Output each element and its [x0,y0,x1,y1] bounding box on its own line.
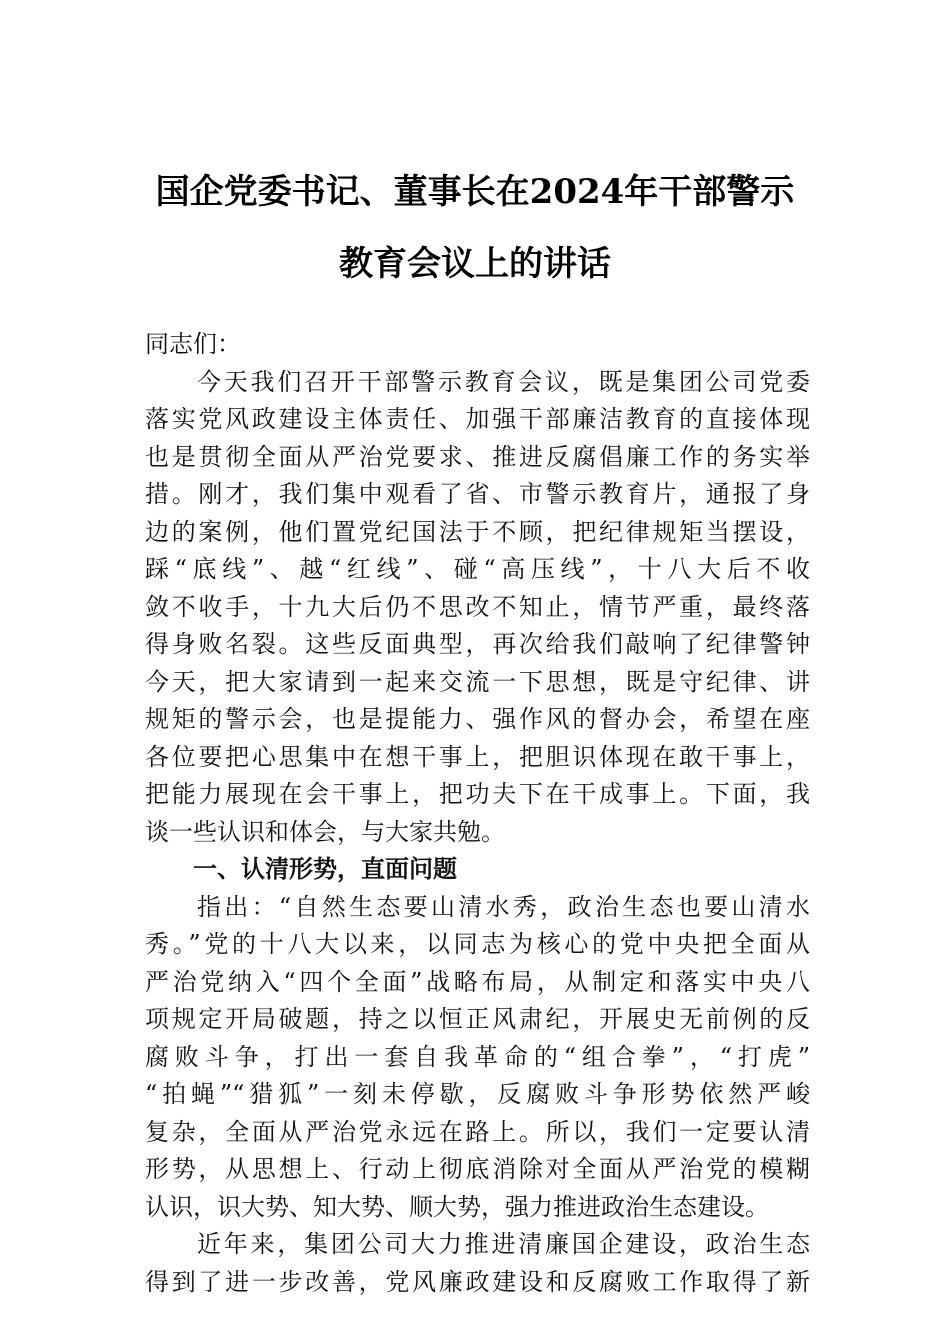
document-body [145,326,810,1301]
paragraph-2-line: 腐败斗争，打出一套自我革命的“组合拳”，“打虎” [145,1042,810,1071]
paragraph-2-line: 项规定开局破题，持之以恒正风肃纪，开展史无前例的反 [145,1005,810,1033]
document-title-line-1: 国企党委书记、董事长在2024年干部警示 [155,172,795,212]
paragraph-2-line: 复杂，全面从严治党永远在路上。所以，我们一定要认清 [145,1117,810,1146]
paragraph-2-line: 指出：“自然生态要山清水秀，政治生态也要山清水 [197,892,810,921]
paragraph-1-line: 规矩的警示会，也是提能力、强作风的督办会，希望在座 [145,705,810,733]
paragraph-2-line: 严治党纳入“四个全面”战略布局，从制定和落实中央八 [145,967,810,996]
paragraph-1-line: 措。刚才，我们集中观看了省、市警示教育片，通报了身 [145,480,810,508]
paragraph-1-line: 边的案例，他们置党纪国法于不顾，把纪律规矩当摆设， [145,517,810,546]
paragraph-1-line: 今天我们召开干部警示教育会议，既是集团公司党委 [197,367,810,396]
paragraph-1-line: 谈一些认识和体会，与大家共勉。 [145,817,505,846]
salutation: 同志们： [145,330,241,358]
paragraph-1-line: 把能力展现在会干事上，把功夫下在干成事上。下面，我 [145,780,810,808]
paragraph-1-line: 各位要把心思集中在想干事上，把胆识体现在敢干事上， [145,742,810,771]
paragraph-1-line: 也是贯彻全面从严治党要求、推进反腐倡廉工作的务实举 [145,442,810,471]
section-heading: 一、认清形势，直面问题 [193,855,457,883]
paragraph-3-line: 近年来，集团公司大力推进清廉国企建设，政治生态 [197,1230,810,1258]
paragraph-1-line: 敛不收手，十九大后仍不思改不知止，情节严重，最终落 [145,592,810,621]
document-title-line-2: 教育会议上的讲话 [339,244,611,284]
paragraph-2-line: “拍蝇”“猎狐”一刻未停歇，反腐败斗争形势依然严峻 [145,1080,810,1108]
paragraph-2-line: 形势，从思想上、行动上彻底消除对全面从严治党的模糊 [145,1155,810,1183]
paragraph-1-line: 得身败名裂。这些反面典型，再次给我们敲响了纪律警钟 [145,630,810,658]
paragraph-1-line: 落实党风政建设主体责任、加强干部廉洁教育的直接体现 [145,405,810,433]
paragraph-2-line: 认识，识大势、知大势、顺大势，强力推进政治生态建设。 [145,1192,769,1221]
paragraph-3-line: 得到了进一步改善，党风廉政建设和反腐败工作取得了新 [145,1267,810,1296]
paragraph-1-line: 今天，把大家请到一起来交流一下思想，既是守纪律、讲 [145,667,810,696]
paragraph-1-line: 踩“底线”、越“红线”、碰“高压线”，十八大后不收 [145,555,810,583]
paragraph-2-line: 秀。”党的十八大以来，以同志为核心的党中央把全面从 [145,930,810,958]
